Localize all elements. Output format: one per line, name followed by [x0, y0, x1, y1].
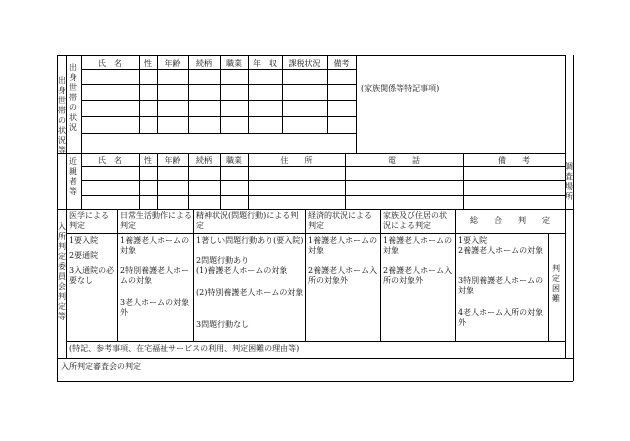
- line-household-note-sep: [356, 55, 357, 153]
- line-row: [81, 195, 565, 196]
- economic-item: 1養護老人ホームの対象: [308, 236, 378, 255]
- household-family-note: (家族関係等特記事項): [361, 84, 440, 93]
- household-header-job: 職業: [226, 59, 242, 68]
- line-household-header: [81, 69, 356, 70]
- relatives-header-address: 住 所: [280, 156, 313, 165]
- line-judgment-top: [57, 209, 573, 210]
- overall-item: 4老人ホーム入所の対象外: [458, 308, 544, 327]
- section-label-judgment-committee: 入所判定委員会判定等: [58, 222, 66, 321]
- medical-item: 1要入院: [69, 236, 99, 245]
- section-label-survey-place: 調査場所: [565, 162, 573, 201]
- overall-item: 3特別養護老人ホームの対象: [458, 276, 544, 295]
- judgment-header-economic: 経済的状況による判定: [308, 211, 372, 230]
- adl-item: 2特別養護老人ホームの対象: [120, 266, 190, 285]
- household-header-age: 年齢: [164, 59, 181, 68]
- relatives-header-age: 年齢: [164, 156, 181, 165]
- judgment-header-overall: 総 合 判 定: [470, 216, 550, 225]
- relatives-header-sex: 性: [144, 156, 152, 165]
- adl-item: 3老人ホームの対象外: [120, 298, 190, 317]
- mental-item: (2)特別養護老人ホームの対象: [196, 288, 304, 297]
- mental-item: 1著しい問題行動あり(要入院): [196, 236, 304, 245]
- economic-item: 2養護老人ホーム入所の対象外: [308, 266, 378, 285]
- judgment-header-family: 家族及び住居の状況による判定: [383, 211, 447, 230]
- relatives-header-job: 職業: [226, 156, 242, 165]
- line-row: [81, 84, 356, 85]
- committee-judgment: 入所判定審査会の判定: [61, 362, 141, 371]
- judgment-header-mental: 精神状況(問題行動)による判定: [196, 211, 299, 230]
- line-col: [305, 209, 306, 341]
- judgment-remarks: (特記、参考事項、在宅福祉サービスの利用、判定困難の理由等): [69, 344, 300, 353]
- line-col: [455, 209, 456, 341]
- family-item: 1養護老人ホームの対象: [383, 236, 453, 255]
- judgment-header-medical: 医学による判定: [69, 211, 109, 230]
- family-item: 2養護老人ホーム入所の対象外: [383, 266, 453, 285]
- judgment-header-adl: 日常生活動作による判定: [120, 211, 192, 230]
- line-right-main: [565, 55, 566, 358]
- line-col: [380, 209, 381, 341]
- medical-item: 3入通院の必要なし: [69, 266, 115, 285]
- line-col: [81, 55, 82, 209]
- line-relatives-top: [57, 153, 565, 154]
- adl-item: 1養護老人ホームの対象: [120, 236, 190, 255]
- section-label-household: 出身世帯の状況: [69, 63, 77, 132]
- line-judgment-header: [66, 233, 565, 234]
- mental-item: 2問題行動あり: [196, 256, 250, 265]
- household-header-sex: 性: [144, 59, 152, 68]
- line-row: [81, 116, 356, 117]
- mental-item: 3問題行動なし: [196, 320, 250, 329]
- line-right-outer: [573, 55, 574, 381]
- household-header-income: 年 収: [253, 59, 277, 68]
- household-header-tax: 課税状況: [288, 59, 321, 68]
- line-relatives-header: [81, 166, 565, 167]
- relatives-header-name: 氏 名: [98, 156, 122, 165]
- household-header-name: 氏 名: [98, 59, 122, 68]
- mental-item: (1)養護老人ホームの対象: [196, 266, 288, 275]
- line-row: [81, 100, 356, 101]
- line-row: [81, 180, 565, 181]
- line-top: [57, 55, 565, 56]
- household-header-relation: 続柄: [196, 59, 212, 68]
- line-row: [81, 133, 356, 134]
- line-col: [548, 233, 549, 341]
- medical-item: 2要通院: [69, 251, 99, 260]
- relatives-header-relation: 続柄: [196, 156, 212, 165]
- household-header-remarks: 備考: [333, 59, 350, 68]
- overall-item: 2養護老人ホームの対象: [458, 246, 544, 255]
- line-judgment-bottom: [66, 341, 565, 342]
- judgment-difficult: 判定困難: [552, 264, 560, 303]
- line-col: [117, 209, 118, 341]
- relatives-header-remarks: 備 考: [498, 156, 530, 165]
- line-col: [193, 209, 194, 341]
- section-label-relatives: 近親者等: [69, 157, 77, 196]
- line-committee-bottom: [57, 381, 573, 382]
- line-remarks-bottom: [57, 358, 573, 359]
- relatives-header-phone: 電 話: [388, 156, 420, 165]
- section-label-main: 出身世帯の状況等: [58, 76, 66, 155]
- overall-item: 1要入院: [458, 236, 488, 245]
